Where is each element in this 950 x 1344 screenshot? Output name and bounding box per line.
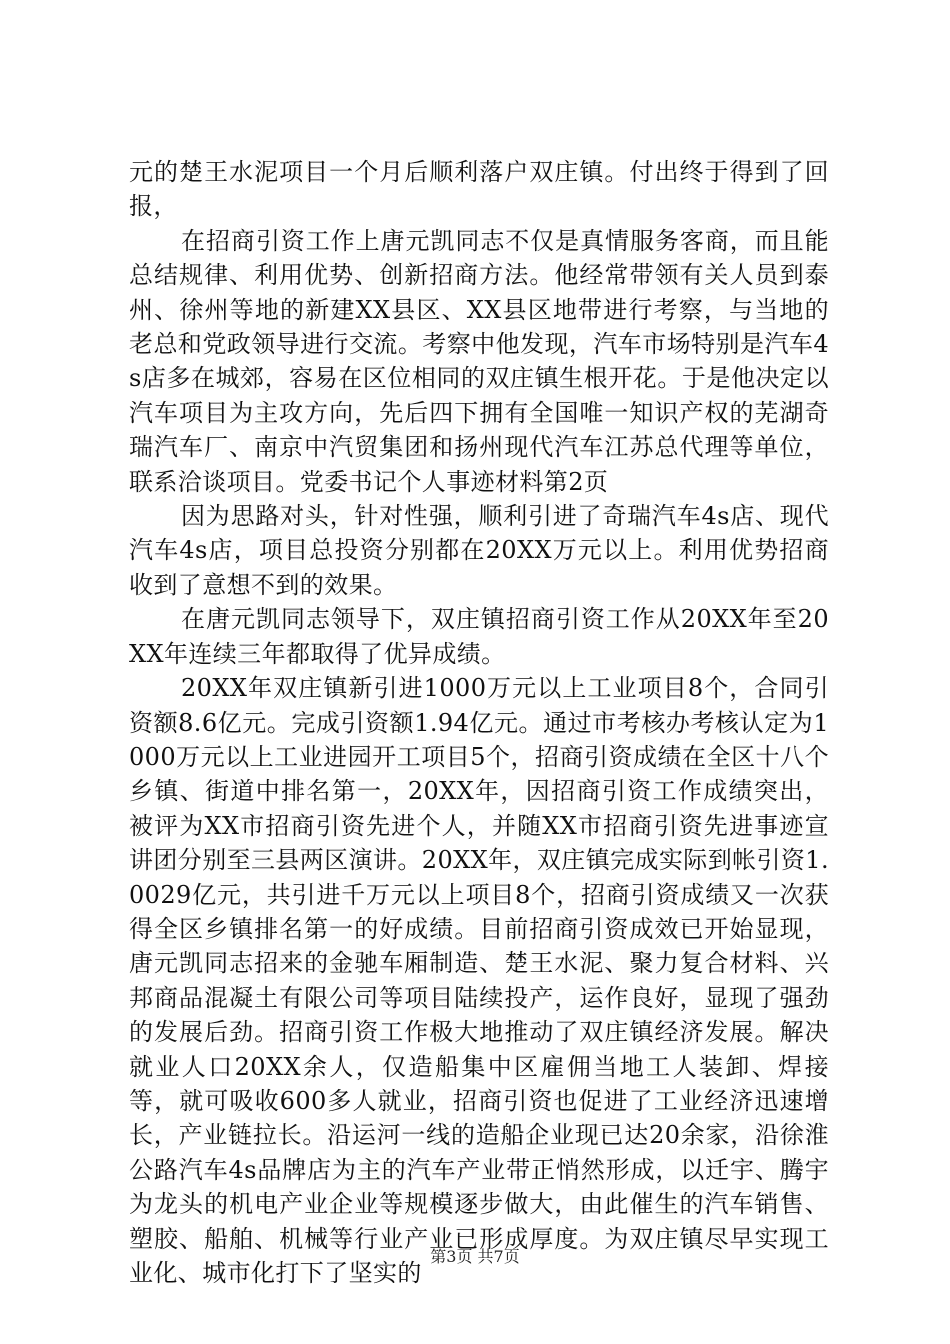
paragraph-achievements-intro: 在唐元凯同志领导下，双庄镇招商引资工作从20XX年至20XX年连续三年都取得了优异成绩。: [129, 605, 829, 668]
document-body: [129, 155, 829, 1290]
paragraph-investment-methods: 在招商引资工作上唐元凯同志不仅是真情服务客商，而且能总结规律、利用优势、创新招商方法。他经常带领有关人员到泰州、徐州等地的新建XX县区、XX县区地带进行考察，与当地的老总和党政领导进行交流。考察中他发现，汽车市场特别是汽车4s店多在城郊，容易在区位相同的双庄镇生根开花。于是他决定以汽车项目为主攻方向，先后四下拥有全国唯一知识产权的芜湖奇瑞汽车厂、南京中汽贸集团和扬州现代汽车江苏总代理等单位，联系洽谈项目。党委书记个人事迹材料第2页: [129, 226, 829, 496]
page-footer: 第3页 共7页: [430, 1247, 520, 1266]
paragraph-continuation: 元的楚王水泥项目一个月后顺利落户双庄镇。付出终于得到了回报，: [129, 158, 829, 221]
paragraph-4s-stores: 因为思路对头，针对性强，顺利引进了奇瑞汽车4s店、现代汽车4s店，项目总投资分别都在20XX万元以上。利用优势招商收到了意想不到的效果。: [129, 502, 829, 599]
paragraph-achievements-detail: 20XX年双庄镇新引进1000万元以上工业项目8个，合同引资额8.6亿元。完成引资额1.94亿元。通过市考核办考核认定为1000万元以上工业进园开工项目5个，招商引资成绩在全区十八个乡镇、街道中排名第一，20XX年，因招商引资工作成绩突出，被评为XX市招商引资先进个人，并随XX市招商引资先进事迹宣讲团分别至三县两区演讲。20XX年，双庄镇完成实际到帐引资1.0029亿元，共引进千万元以上项目8个，招商引资成绩又一次获得全区乡镇排名第一的好成绩。目前招商引资成效已开始显现，唐元凯同志招来的金驰车厢制造、楚王水泥、聚力复合材料、兴邦商品混凝土有限公司等项目陆续投产，运作良好，显现了强劲的发展后劲。招商引资工作极大地推动了双庄镇经济发展。解决就业人口20XX余人，仅造船集中区雇佣当地工人装卸、焊接等，就可吸收600多人就业，招商引资也促进了工业经济迅速增长，产业链拉长。沿运河一线的造船企业现已达20余家，沿徐淮公路汽车4s品牌店为主的汽车产业带正悄然形成，以迁宇、腾宇为龙头的机电产业企业等规模逐步做大，由此催生的汽车销售、塑胶、船舶、机械等行业产业已形成厚度。为双庄镇尽早实现工业化、城市化打下了坚实的: [129, 674, 830, 1287]
